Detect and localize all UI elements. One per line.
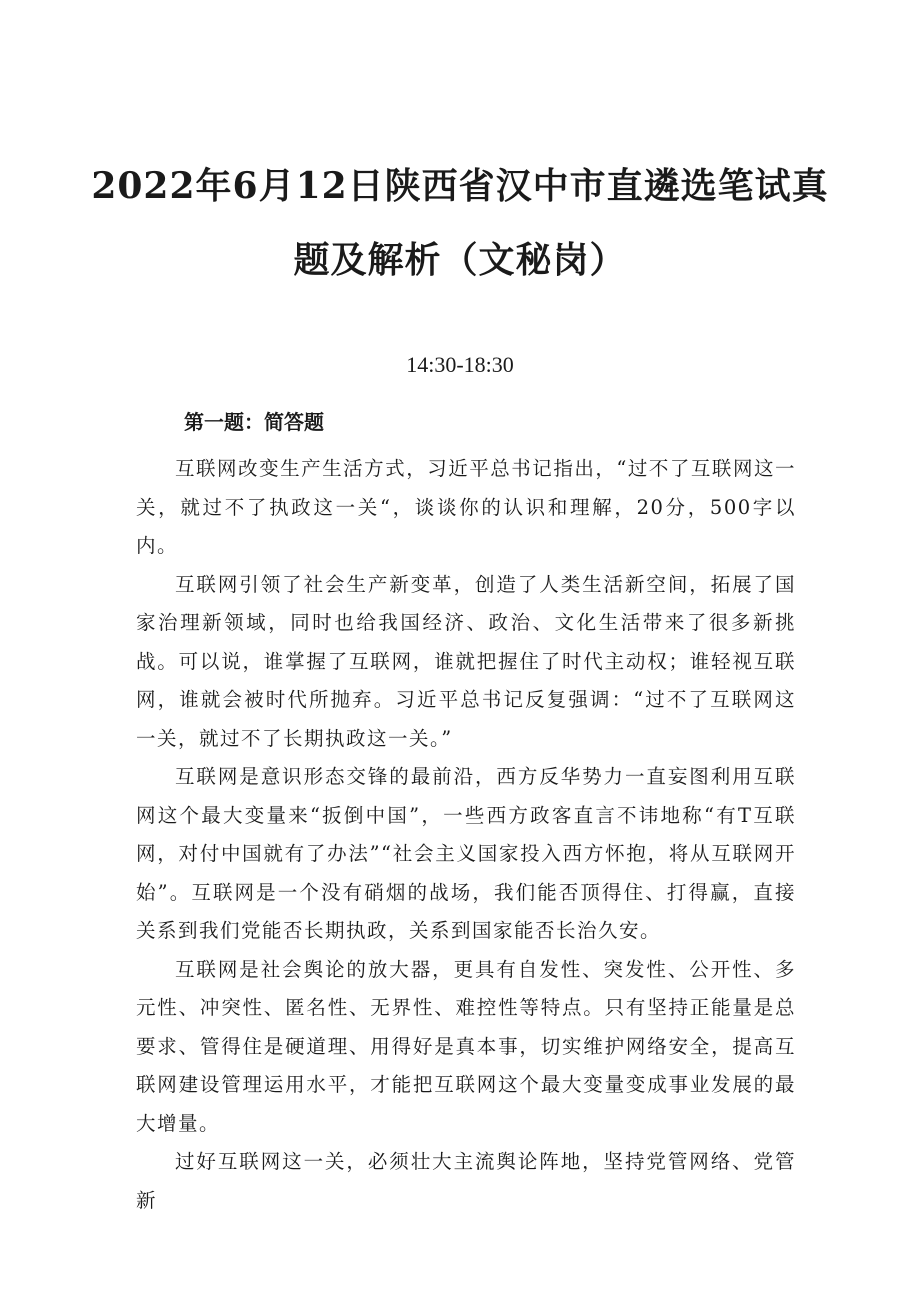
- document-title-line-2: 题及解析（文秘岗）: [293, 239, 627, 281]
- document-title-line-1: 2022年6月12日陕西省汉中市直遴选笔试真: [91, 165, 829, 207]
- paragraph: 互联网是意识形态交锋的最前沿，西方反华势力一直妄图利用互联网这个最大变量来“扳倒中国”，一些西方政客直言不讳地称“有T互联网，对付中国就有了办法”“社会主义国家投入西方怀抱，将从互联网开始”。互联网是一个没有硝烟的战场，我们能否顶得住、打得赢，直接关系到我们党能否长期执政，关系到国家能否长治久安。: [136, 765, 796, 942]
- paragraph: 互联网是社会舆论的放大器，更具有自发性、突发性、公开性、多元性、冲突性、匿名性、无界性、难控性等特点。只有坚持正能量是总要求、管得住是硬道理、用得好是真本事，切实维护网络安全，提高互联网建设管理运用水平，才能把互联网这个最大变量变成事业发展的最大增量。: [136, 957, 796, 1135]
- section-heading: 第一题：简答题: [184, 410, 324, 434]
- paragraph: 过好互联网这一关，必须壮大主流舆论阵地，坚持党管网络、党管新: [136, 1150, 796, 1212]
- paragraph: 互联网引领了社会生产新变革，创造了人类生活新空间，拓展了国家治理新领域，同时也给我国经济、政治、文化生活带来了很多新挑战。可以说，谁掌握了互联网，谁就把握住了时代主动权；谁轻视互联网，谁就会被时代所抛弃。习近平总书记反复强调：“过不了互联网这一关，就过不了长期执政这一关。”: [136, 572, 796, 750]
- exam-time: 14:30-18:30: [406, 352, 514, 377]
- paragraph-question: 互联网改变生产生活方式，习近平总书记指出，“过不了互联网这一关，就过不了执政这一关“，谈谈你的认识和理解，20分，500字以内。: [136, 457, 796, 557]
- document-body: [136, 450, 796, 1220]
